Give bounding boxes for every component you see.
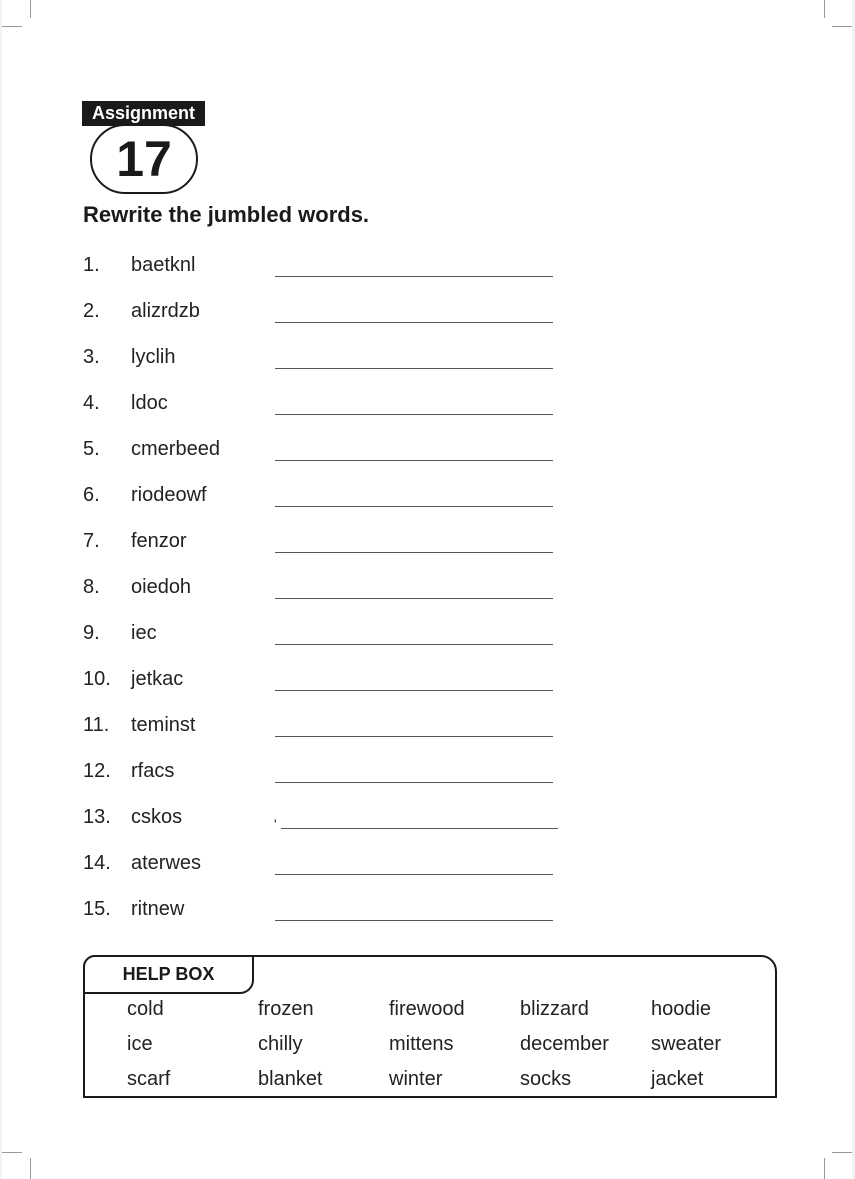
answer-line[interactable]	[275, 782, 553, 783]
jumbled-word: ritnew	[131, 898, 185, 920]
answer-line[interactable]	[275, 322, 553, 323]
answer-line[interactable]	[275, 690, 553, 691]
crop-mark-top-left-h	[2, 26, 22, 27]
help-box	[83, 955, 777, 1098]
help-word: chilly	[258, 1033, 303, 1055]
question-number: 9.	[83, 622, 100, 644]
jumbled-word: rfacs	[131, 760, 175, 782]
crop-mark-bottom-right-h	[832, 1152, 852, 1153]
question-number: 12.	[83, 760, 111, 782]
question-row-11	[2, 714, 852, 744]
stray-mark: '	[274, 816, 277, 832]
jumbled-word: riodeowf	[131, 484, 207, 506]
jumbled-word: teminst	[131, 714, 196, 736]
question-row-5	[2, 438, 852, 468]
help-word: firewood	[389, 998, 465, 1020]
question-number: 11.	[83, 714, 110, 736]
help-box-title: HELP BOX	[83, 955, 254, 994]
question-number: 7.	[83, 530, 100, 552]
page-title: Rewrite the jumbled words.	[83, 202, 370, 227]
question-row-4	[2, 392, 852, 422]
jumbled-word: iec	[131, 622, 157, 644]
question-number: 13.	[83, 806, 111, 828]
question-row-8	[2, 576, 852, 606]
question-number: 15.	[83, 898, 111, 920]
answer-line[interactable]	[275, 874, 553, 875]
question-row-13	[2, 806, 852, 836]
jumbled-word: lyclih	[131, 346, 176, 368]
worksheet-page	[2, 0, 852, 1179]
crop-mark-bottom-left-v	[30, 1158, 31, 1179]
help-word: winter	[389, 1068, 443, 1090]
question-number: 10.	[83, 668, 111, 690]
assignment-label: Assignment	[82, 101, 205, 126]
question-number: 3.	[83, 346, 100, 368]
question-row-14	[2, 852, 852, 882]
assignment-number: 17	[90, 124, 198, 194]
crop-mark-bottom-right-v	[824, 1158, 825, 1179]
crop-mark-top-left-v	[30, 0, 31, 18]
help-word: cold	[127, 998, 164, 1020]
question-number: 1.	[83, 254, 100, 276]
help-word: ice	[127, 1033, 153, 1055]
help-word: socks	[520, 1068, 572, 1090]
question-row-3	[2, 346, 852, 376]
help-word: blanket	[258, 1068, 323, 1090]
question-row-1	[2, 254, 852, 284]
question-row-12	[2, 760, 852, 790]
question-row-2	[2, 300, 852, 330]
answer-line[interactable]	[275, 920, 553, 921]
help-word: scarf	[127, 1068, 171, 1090]
jumbled-word: jetkac	[131, 668, 184, 690]
help-word: frozen	[258, 998, 314, 1020]
answer-line[interactable]	[275, 644, 553, 645]
question-number: 5.	[83, 438, 100, 460]
jumbled-word: aterwes	[131, 852, 202, 874]
answer-line[interactable]	[275, 460, 553, 461]
answer-line[interactable]	[275, 414, 553, 415]
crop-mark-top-right-h	[832, 26, 852, 27]
help-word: december	[520, 1033, 609, 1055]
question-row-9	[2, 622, 852, 652]
crop-mark-top-right-v	[824, 0, 825, 18]
answer-line[interactable]	[275, 368, 553, 369]
answer-line[interactable]	[275, 736, 553, 737]
question-row-10	[2, 668, 852, 698]
jumbled-word: alizrdzb	[131, 300, 200, 322]
help-word: blizzard	[520, 998, 589, 1020]
answer-line[interactable]	[275, 598, 553, 599]
question-row-7	[2, 530, 852, 560]
question-row-15	[2, 898, 852, 928]
help-word: sweater	[651, 1033, 722, 1055]
jumbled-word: ldoc	[131, 392, 168, 414]
question-number: 4.	[83, 392, 100, 414]
question-row-6	[2, 484, 852, 514]
crop-mark-bottom-left-h	[2, 1152, 22, 1153]
help-word: jacket	[651, 1068, 704, 1090]
answer-line[interactable]	[275, 276, 553, 277]
help-word: mittens	[389, 1033, 454, 1055]
question-number: 8.	[83, 576, 100, 598]
jumbled-word: cskos	[131, 806, 183, 828]
question-number: 6.	[83, 484, 100, 506]
jumbled-word: cmerbeed	[131, 438, 220, 460]
jumbled-word: baetknl	[131, 254, 196, 276]
question-number: 14.	[83, 852, 111, 874]
jumbled-word: oiedoh	[131, 576, 192, 598]
answer-line[interactable]	[275, 506, 553, 507]
jumbled-word: fenzor	[131, 530, 187, 552]
question-number: 2.	[83, 300, 100, 322]
help-word: hoodie	[651, 998, 712, 1020]
answer-line[interactable]	[281, 828, 558, 829]
answer-line[interactable]	[275, 552, 553, 553]
